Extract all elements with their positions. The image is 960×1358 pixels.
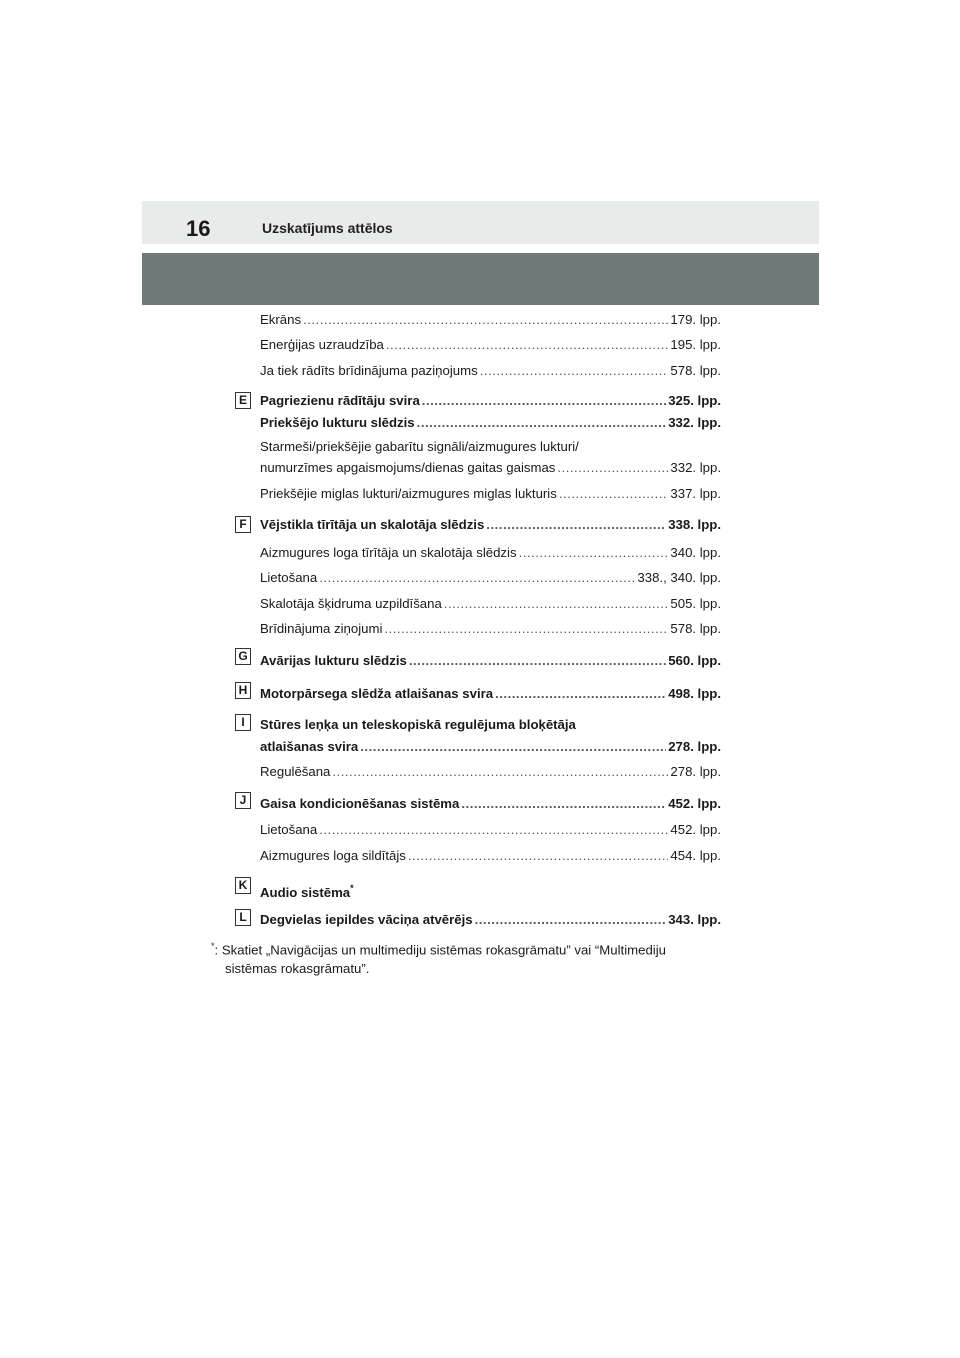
leader-dots bbox=[475, 912, 667, 928]
entry-text: Aizmugures loga sildītājs bbox=[260, 848, 406, 863]
leader-dots bbox=[319, 822, 668, 838]
leader-dots bbox=[480, 363, 669, 379]
leader-dots bbox=[519, 545, 669, 561]
leader-dots bbox=[409, 653, 666, 669]
index-entry bbox=[260, 822, 721, 838]
leader-dots bbox=[408, 848, 669, 864]
entry-text: Motorpārsega slēdža atlaišanas svira bbox=[260, 686, 494, 701]
leader-dots bbox=[495, 686, 666, 702]
entry-text: Ja tiek rādīts brīdinājuma paziņojums bbox=[260, 363, 478, 378]
page-reference: 338. lpp. bbox=[668, 517, 721, 532]
index-entry bbox=[260, 439, 721, 455]
callout-letter-box: H bbox=[235, 682, 251, 699]
index-entry bbox=[260, 596, 721, 612]
entry-text: Regulēšana bbox=[260, 764, 331, 779]
section-title: Uzskatījums attēlos bbox=[262, 220, 393, 236]
index-entry bbox=[260, 717, 721, 733]
callout-letter-box: F bbox=[235, 516, 251, 533]
index-entry bbox=[260, 764, 721, 780]
index-entry bbox=[260, 570, 721, 586]
index-entry bbox=[260, 517, 721, 533]
index-entry bbox=[260, 415, 721, 431]
leader-dots bbox=[422, 393, 666, 409]
page-reference: 578. lpp. bbox=[670, 621, 721, 636]
page-reference: 340. lpp. bbox=[670, 545, 721, 560]
leader-dots bbox=[360, 739, 666, 755]
page-reference: 332. lpp. bbox=[670, 460, 721, 475]
entry-text: Lietošana bbox=[260, 822, 318, 837]
callout-letter-box: L bbox=[235, 909, 251, 926]
index-entry bbox=[260, 739, 721, 755]
page-reference: 338., 340. lpp. bbox=[637, 570, 721, 585]
page-reference: 332. lpp. bbox=[668, 415, 721, 430]
entry-text: Audio sistēma bbox=[260, 885, 351, 900]
index-entry bbox=[260, 460, 721, 476]
footnote-star: * bbox=[350, 883, 354, 893]
index-entry bbox=[260, 337, 721, 353]
entry-text: Avārijas lukturu slēdzis bbox=[260, 653, 407, 668]
leader-dots bbox=[303, 312, 668, 328]
entry-text: Degvielas iepildes vāciņa atvērējs bbox=[260, 912, 473, 927]
footnote-mark: * bbox=[211, 941, 215, 951]
index-entry bbox=[260, 393, 721, 409]
entry-text: Lietošana bbox=[260, 570, 318, 585]
page-reference: 454. lpp. bbox=[670, 848, 721, 863]
entry-text: Gaisa kondicionēšanas sistēma bbox=[260, 796, 460, 811]
entry-text: Pagriezienu rādītāju svira bbox=[260, 393, 420, 408]
leader-dots bbox=[386, 337, 669, 353]
footnote-line-1: : Skatiet „Navigācijas un multimediju sistēmas rokasgrāmatu” vai “Multimediju bbox=[214, 942, 666, 958]
entry-text: Stūres leņķa un teleskopiskā regulējuma bloķētāja bbox=[260, 717, 576, 732]
index-entry bbox=[260, 486, 721, 502]
page-reference: 278. lpp. bbox=[668, 739, 721, 754]
page-reference: 343. lpp. bbox=[668, 912, 721, 927]
page-reference: 505. lpp. bbox=[670, 596, 721, 611]
footnote bbox=[211, 937, 731, 978]
index-entry bbox=[260, 545, 721, 561]
index-entry bbox=[260, 912, 721, 928]
callout-letter-box: G bbox=[235, 648, 251, 665]
leader-dots bbox=[486, 517, 666, 533]
page-reference: 578. lpp. bbox=[670, 363, 721, 378]
footnote-line-2: sistēmas rokasgrāmatu”. bbox=[225, 961, 370, 977]
entry-text: Enerģijas uzraudzība bbox=[260, 337, 384, 352]
index-entry bbox=[260, 621, 721, 637]
entry-text: Starmeši/priekšējie gabarītu signāli/aizmugures lukturi/ bbox=[260, 439, 579, 454]
entry-text: Priekšējie miglas lukturi/aizmugures miglas lukturis bbox=[260, 486, 557, 501]
page-reference: 325. lpp. bbox=[668, 393, 721, 408]
index-entry bbox=[260, 796, 721, 812]
callout-letter-box: J bbox=[235, 792, 251, 809]
page-reference: 560. lpp. bbox=[668, 653, 721, 668]
leader-dots bbox=[559, 486, 669, 502]
index-entry bbox=[260, 653, 721, 669]
index-entry bbox=[260, 880, 721, 901]
leader-dots bbox=[417, 415, 667, 431]
entry-text: Ekrāns bbox=[260, 312, 302, 327]
entry-text: Priekšējo lukturu slēdzis bbox=[260, 415, 415, 430]
page-header-bar bbox=[142, 201, 819, 244]
index-entry bbox=[260, 363, 721, 379]
leader-dots bbox=[319, 570, 635, 586]
page-reference: 337. lpp. bbox=[670, 486, 721, 501]
callout-letter-box: I bbox=[235, 714, 251, 731]
page-reference: 452. lpp. bbox=[668, 796, 721, 811]
entry-text: Brīdinājuma ziņojumi bbox=[260, 621, 383, 636]
entry-text: Vējstikla tīrītāja un skalotāja slēdzis bbox=[260, 517, 485, 532]
leader-dots bbox=[332, 764, 668, 780]
index-entry bbox=[260, 312, 721, 328]
entry-text: numurzīmes apgaismojums/dienas gaitas gaismas bbox=[260, 460, 556, 475]
leader-dots bbox=[384, 621, 668, 637]
leader-dots bbox=[444, 596, 669, 612]
page-reference: 278. lpp. bbox=[670, 764, 721, 779]
index-entry bbox=[260, 848, 721, 864]
entry-text: Aizmugures loga tīrītāja un skalotāja slēdzis bbox=[260, 545, 517, 560]
entry-text: atlaišanas svira bbox=[260, 739, 359, 754]
page-reference: 498. lpp. bbox=[668, 686, 721, 701]
callout-letter-box: K bbox=[235, 877, 251, 894]
page-number: 16 bbox=[186, 216, 211, 241]
page-reference: 452. lpp. bbox=[670, 822, 721, 837]
leader-dots bbox=[461, 796, 666, 812]
page-reference: 195. lpp. bbox=[670, 337, 721, 352]
callout-letter-box: E bbox=[235, 392, 251, 409]
leader-dots bbox=[557, 460, 668, 476]
index-entry bbox=[260, 686, 721, 702]
page-reference: 179. lpp. bbox=[670, 312, 721, 327]
header-band bbox=[142, 253, 819, 305]
entry-text: Skalotāja šķidruma uzpildīšana bbox=[260, 596, 442, 611]
